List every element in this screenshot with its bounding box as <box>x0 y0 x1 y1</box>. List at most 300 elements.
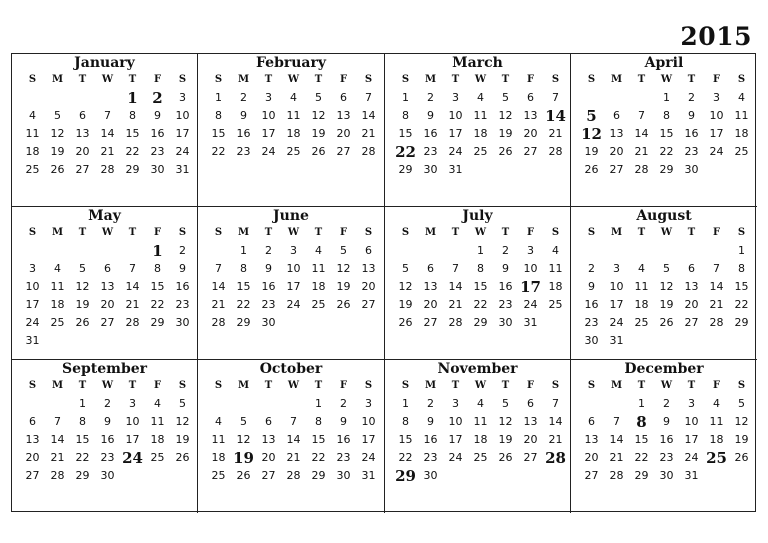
weekday-label: T <box>501 74 510 85</box>
week-row <box>20 467 189 485</box>
weekday-label: S <box>587 227 596 238</box>
day-cell: 30 <box>100 469 115 482</box>
weekday-label: S <box>364 380 373 391</box>
day-cell: 28 <box>609 469 624 482</box>
day-cell: 23 <box>423 145 438 158</box>
weekday-label: W <box>101 74 114 85</box>
empty-cell <box>704 467 729 485</box>
weekday-label: W <box>101 380 114 391</box>
day-cell: 19 <box>311 127 326 140</box>
empty-cell <box>20 242 45 260</box>
empty-cell <box>120 332 145 350</box>
day-cell: 3 <box>365 397 372 410</box>
day-cell: 10 <box>286 262 301 275</box>
day-cell: 22 <box>150 298 165 311</box>
day-cell: 26 <box>175 451 190 464</box>
day-cell: 11 <box>709 415 724 428</box>
empty-cell <box>145 467 170 485</box>
empty-cell <box>281 395 306 413</box>
day-cell: 4 <box>29 109 36 122</box>
day-cell: 11 <box>50 280 65 293</box>
day-cell: 20 <box>523 433 538 446</box>
day-cell: 2 <box>152 89 163 107</box>
day-cell: 12 <box>236 433 251 446</box>
day-cell: 19 <box>659 298 674 311</box>
empty-cell <box>418 242 443 260</box>
day-cell: 3 <box>452 397 459 410</box>
day-cell: 8 <box>154 262 161 275</box>
day-cell: 6 <box>365 244 372 257</box>
day-cell: 30 <box>659 469 674 482</box>
week-row <box>393 125 562 143</box>
empty-cell <box>518 467 543 485</box>
week-row <box>393 467 562 485</box>
day-cell: 11 <box>473 415 488 428</box>
week-row <box>20 449 189 467</box>
day-cell: 14 <box>545 107 566 125</box>
weekday-label: M <box>51 74 64 85</box>
day-cell: 11 <box>734 109 749 122</box>
empty-cell <box>145 332 170 350</box>
weekday-label: M <box>424 74 437 85</box>
day-cell: 19 <box>584 145 599 158</box>
day-cell: 14 <box>361 109 376 122</box>
empty-cell <box>45 89 70 107</box>
weekday-header-row <box>20 377 189 395</box>
month-january <box>12 54 198 207</box>
week-row <box>579 413 749 431</box>
day-cell: 13 <box>100 280 115 293</box>
weekday-label: T <box>78 74 87 85</box>
week-row <box>20 107 189 125</box>
day-cell: 22 <box>311 451 326 464</box>
day-cell: 25 <box>734 145 749 158</box>
day-cell: 16 <box>150 127 165 140</box>
day-cell: 24 <box>448 145 463 158</box>
day-cell: 1 <box>152 242 163 260</box>
month-september <box>12 360 198 513</box>
week-row <box>579 125 749 143</box>
empty-cell <box>629 89 654 107</box>
day-cell: 11 <box>473 109 488 122</box>
day-cell: 8 <box>402 109 409 122</box>
week-row <box>579 107 749 125</box>
day-cell: 1 <box>240 244 247 257</box>
day-cell: 17 <box>261 127 276 140</box>
day-cell: 1 <box>738 244 745 257</box>
empty-cell <box>443 467 468 485</box>
day-cell: 19 <box>498 433 513 446</box>
empty-cell <box>679 332 704 350</box>
day-cell: 19 <box>233 449 254 467</box>
day-cell: 20 <box>684 298 699 311</box>
week-row <box>393 449 566 467</box>
day-cell: 2 <box>265 244 272 257</box>
empty-cell <box>579 89 604 107</box>
weekday-label: T <box>501 380 510 391</box>
day-cell: 18 <box>548 280 563 293</box>
empty-cell <box>629 242 654 260</box>
day-cell: 20 <box>423 298 438 311</box>
week-row <box>206 296 376 314</box>
day-cell: 29 <box>734 316 749 329</box>
week-row <box>393 413 562 431</box>
day-cell: 16 <box>498 280 513 293</box>
empty-cell <box>443 242 468 260</box>
day-cell: 21 <box>361 127 376 140</box>
empty-cell <box>518 161 543 179</box>
day-cell: 3 <box>613 262 620 275</box>
day-cell: 6 <box>79 109 86 122</box>
day-cell: 23 <box>236 145 251 158</box>
day-cell: 31 <box>361 469 376 482</box>
weekday-label: S <box>364 74 373 85</box>
week-row <box>393 242 562 260</box>
day-cell: 11 <box>25 127 40 140</box>
day-cell: 15 <box>634 433 649 446</box>
day-cell: 28 <box>50 469 65 482</box>
weekday-label: S <box>551 227 560 238</box>
weekday-label: T <box>264 227 273 238</box>
day-cell: 7 <box>552 397 559 410</box>
weekday-label: T <box>687 74 696 85</box>
day-cell: 27 <box>261 469 276 482</box>
day-cell: 12 <box>581 125 602 143</box>
day-cell: 24 <box>523 298 538 311</box>
day-cell: 16 <box>659 433 674 446</box>
day-cell: 7 <box>215 262 222 275</box>
day-cell: 14 <box>286 433 301 446</box>
day-cell: 8 <box>79 415 86 428</box>
day-cell: 15 <box>75 433 90 446</box>
day-cell: 16 <box>584 298 599 311</box>
day-cell: 13 <box>684 280 699 293</box>
day-cell: 26 <box>75 316 90 329</box>
day-cell: 4 <box>215 415 222 428</box>
weekday-label: M <box>610 74 623 85</box>
empty-cell <box>281 314 306 332</box>
weekday-header-row <box>393 377 562 395</box>
day-cell: 27 <box>336 145 351 158</box>
day-cell: 5 <box>738 397 745 410</box>
day-cell: 24 <box>175 145 190 158</box>
day-cell: 14 <box>100 127 115 140</box>
weekday-label: S <box>178 227 187 238</box>
day-cell: 9 <box>240 109 247 122</box>
day-cell: 28 <box>211 316 226 329</box>
day-cell: 30 <box>423 469 438 482</box>
day-cell: 10 <box>448 109 463 122</box>
day-cell: 11 <box>634 280 649 293</box>
day-cell: 20 <box>336 127 351 140</box>
day-cell: 16 <box>423 433 438 446</box>
day-cell: 21 <box>609 451 624 464</box>
day-cell: 19 <box>336 280 351 293</box>
empty-cell <box>206 395 231 413</box>
month-name: September <box>61 361 148 377</box>
day-cell: 17 <box>448 127 463 140</box>
empty-cell <box>45 332 70 350</box>
day-cell: 10 <box>175 109 190 122</box>
day-cell: 2 <box>588 262 595 275</box>
day-cell: 13 <box>261 433 276 446</box>
day-cell: 23 <box>100 451 115 464</box>
day-cell: 27 <box>523 451 538 464</box>
day-cell: 25 <box>473 451 488 464</box>
day-cell: 17 <box>684 433 699 446</box>
day-cell: 12 <box>734 415 749 428</box>
month-name: March <box>452 55 503 71</box>
weekday-label: W <box>660 227 673 238</box>
day-cell: 12 <box>75 280 90 293</box>
day-cell: 19 <box>50 145 65 158</box>
day-cell: 10 <box>684 415 699 428</box>
month-april <box>571 54 757 207</box>
day-cell: 2 <box>688 91 695 104</box>
weekday-label: T <box>314 380 323 391</box>
empty-cell <box>704 161 729 179</box>
day-cell: 28 <box>361 145 376 158</box>
week-row <box>20 161 189 179</box>
day-cell: 3 <box>688 397 695 410</box>
day-cell: 17 <box>25 298 40 311</box>
empty-cell <box>356 314 381 332</box>
month-november <box>385 360 571 513</box>
empty-cell <box>95 89 120 107</box>
day-cell: 12 <box>498 109 513 122</box>
day-cell: 5 <box>54 109 61 122</box>
day-cell: 8 <box>215 109 222 122</box>
day-cell: 20 <box>361 280 376 293</box>
weekday-label: W <box>101 227 114 238</box>
week-row <box>206 467 376 485</box>
day-cell: 15 <box>734 280 749 293</box>
month-may <box>12 207 198 360</box>
empty-cell <box>729 161 754 179</box>
weekday-label: F <box>339 227 348 238</box>
day-cell: 30 <box>684 163 699 176</box>
day-cell: 16 <box>175 280 190 293</box>
day-cell: 25 <box>473 145 488 158</box>
empty-cell <box>95 332 120 350</box>
month-october <box>198 360 385 513</box>
day-cell: 25 <box>706 449 727 467</box>
weekday-label: S <box>737 380 746 391</box>
weekday-label: T <box>264 380 273 391</box>
day-cell: 30 <box>423 163 438 176</box>
weekday-label: T <box>637 227 646 238</box>
week-row <box>20 395 189 413</box>
day-cell: 27 <box>361 298 376 311</box>
week-row <box>393 395 562 413</box>
day-cell: 4 <box>638 262 645 275</box>
day-cell: 25 <box>50 316 65 329</box>
day-cell: 5 <box>315 91 322 104</box>
day-cell: 20 <box>75 145 90 158</box>
day-cell: 27 <box>584 469 599 482</box>
empty-cell <box>543 314 568 332</box>
day-cell: 7 <box>713 262 720 275</box>
empty-cell <box>493 467 518 485</box>
empty-cell <box>493 161 518 179</box>
day-cell: 14 <box>448 280 463 293</box>
empty-cell <box>468 467 493 485</box>
day-cell: 16 <box>261 280 276 293</box>
week-row <box>579 242 749 260</box>
weekday-label: W <box>660 74 673 85</box>
day-cell: 13 <box>361 262 376 275</box>
weekday-label: T <box>451 227 460 238</box>
weekday-label: M <box>51 380 64 391</box>
day-cell: 23 <box>659 451 674 464</box>
day-cell: 4 <box>552 244 559 257</box>
day-cell: 14 <box>125 280 140 293</box>
day-cell: 11 <box>548 262 563 275</box>
week-row <box>206 242 376 260</box>
day-cell: 23 <box>150 145 165 158</box>
day-cell: 9 <box>688 109 695 122</box>
day-cell: 9 <box>265 262 272 275</box>
weekday-label: S <box>587 74 596 85</box>
day-cell: 5 <box>340 244 347 257</box>
day-cell: 29 <box>236 316 251 329</box>
day-cell: 21 <box>50 451 65 464</box>
day-cell: 9 <box>427 415 434 428</box>
day-cell: 24 <box>609 316 624 329</box>
day-cell: 13 <box>584 433 599 446</box>
day-cell: 16 <box>236 127 251 140</box>
weekday-label: S <box>214 380 223 391</box>
empty-cell <box>543 161 568 179</box>
day-cell: 24 <box>25 316 40 329</box>
day-cell: 29 <box>311 469 326 482</box>
empty-cell <box>331 314 356 332</box>
empty-cell <box>45 395 70 413</box>
empty-cell <box>70 332 95 350</box>
day-cell: 14 <box>548 415 563 428</box>
day-cell: 5 <box>402 262 409 275</box>
day-cell: 23 <box>175 298 190 311</box>
empty-cell <box>393 242 418 260</box>
day-cell: 2 <box>104 397 111 410</box>
weekday-label: T <box>314 74 323 85</box>
day-cell: 30 <box>175 316 190 329</box>
day-cell: 28 <box>448 316 463 329</box>
week-row <box>393 143 562 161</box>
week-row <box>206 89 376 107</box>
weekday-label: T <box>128 74 137 85</box>
weekday-label: S <box>737 227 746 238</box>
week-row <box>579 161 749 179</box>
day-cell: 14 <box>609 433 624 446</box>
week-row <box>579 296 749 314</box>
day-cell: 24 <box>361 451 376 464</box>
day-cell: 15 <box>473 280 488 293</box>
week-row <box>20 89 189 107</box>
week-row <box>20 314 189 332</box>
day-cell: 27 <box>75 163 90 176</box>
weekday-label: M <box>424 227 437 238</box>
day-cell: 26 <box>311 145 326 158</box>
day-cell: 2 <box>179 244 186 257</box>
day-cell: 17 <box>609 298 624 311</box>
day-cell: 26 <box>50 163 65 176</box>
weekday-label: F <box>339 380 348 391</box>
day-cell: 1 <box>315 397 322 410</box>
day-cell: 14 <box>211 280 226 293</box>
day-cell: 25 <box>548 298 563 311</box>
weekday-header-row <box>20 71 189 89</box>
empty-cell <box>604 242 629 260</box>
day-cell: 7 <box>552 91 559 104</box>
weekday-header-row <box>579 224 749 242</box>
day-cell: 17 <box>520 278 541 296</box>
day-cell: 15 <box>125 127 140 140</box>
weekday-label: F <box>526 227 535 238</box>
weekday-label: W <box>474 227 487 238</box>
month-name: December <box>624 361 704 377</box>
day-cell: 7 <box>104 109 111 122</box>
day-cell: 21 <box>211 298 226 311</box>
day-cell: 7 <box>452 262 459 275</box>
day-cell: 8 <box>738 262 745 275</box>
day-cell: 25 <box>150 451 165 464</box>
day-cell: 14 <box>634 127 649 140</box>
day-cell: 17 <box>361 433 376 446</box>
day-cell: 28 <box>634 163 649 176</box>
day-cell: 2 <box>502 244 509 257</box>
day-cell: 9 <box>179 262 186 275</box>
day-cell: 24 <box>261 145 276 158</box>
day-cell: 15 <box>211 127 226 140</box>
day-cell: 17 <box>709 127 724 140</box>
weekday-label: F <box>526 74 535 85</box>
weekday-header-row <box>393 224 562 242</box>
week-row <box>393 260 562 278</box>
day-cell: 12 <box>50 127 65 140</box>
day-cell: 14 <box>709 280 724 293</box>
weekday-label: T <box>687 227 696 238</box>
day-cell: 21 <box>548 433 563 446</box>
day-cell: 10 <box>448 415 463 428</box>
day-cell: 12 <box>398 280 413 293</box>
weekday-label: S <box>587 380 596 391</box>
weekday-label: S <box>737 74 746 85</box>
day-cell: 26 <box>734 451 749 464</box>
day-cell: 9 <box>663 415 670 428</box>
day-cell: 26 <box>398 316 413 329</box>
day-cell: 5 <box>502 91 509 104</box>
day-cell: 31 <box>609 334 624 347</box>
day-cell: 29 <box>659 163 674 176</box>
weekday-label: S <box>551 380 560 391</box>
weekday-label: S <box>178 380 187 391</box>
day-cell: 6 <box>527 397 534 410</box>
weekday-label: F <box>526 380 535 391</box>
day-cell: 4 <box>54 262 61 275</box>
weekday-header-row <box>206 71 376 89</box>
weekday-label: S <box>364 227 373 238</box>
weekday-label: W <box>474 380 487 391</box>
weekday-label: S <box>28 227 37 238</box>
day-cell: 7 <box>290 415 297 428</box>
week-row <box>20 413 189 431</box>
day-cell: 27 <box>25 469 40 482</box>
day-cell: 21 <box>125 298 140 311</box>
day-cell: 24 <box>448 451 463 464</box>
day-cell: 22 <box>398 451 413 464</box>
day-cell: 4 <box>738 91 745 104</box>
